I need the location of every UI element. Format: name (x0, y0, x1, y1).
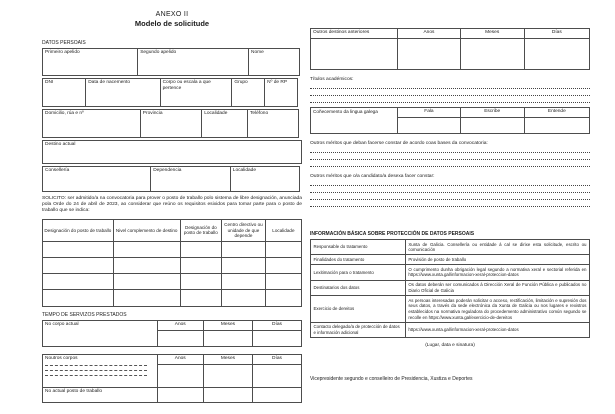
outros-destinos-dias-cell[interactable] (524, 39, 589, 69)
field-localidade[interactable] (201, 109, 248, 138)
datos-row-destino (42, 140, 302, 164)
solicito-paragraph: SOLICITO: ser admitido/a na convocatoria para prover o posto de traballo polo sistema de libre designación, anunciada pola Orde do 24 de abril de 2023, ao considerar que reúno os requisitos esixidos para tomar parte para o posto de traballo que se indica: (42, 196, 302, 213)
outros-destinos-anos-cell[interactable] (397, 39, 460, 69)
field-telefono[interactable] (247, 109, 299, 138)
section-tempo-servizos: TEMPO DE SERVIZOS PRESTADOS (42, 311, 127, 318)
write-in-line[interactable] (310, 156, 590, 160)
titulos-academicos-label: Títulos académicos: (310, 77, 354, 82)
tempo-corpo-actual-table (42, 320, 302, 347)
lingua-galega-label: Coñecemento da lingua galega (313, 109, 378, 114)
field-num-rp[interactable] (264, 78, 298, 107)
field-destino-actual-label: Destino actual (45, 142, 76, 147)
tempo-posto-anos-cell[interactable] (157, 387, 203, 402)
write-in-line[interactable] (310, 203, 590, 207)
field-dependencia[interactable] (150, 166, 231, 192)
pd-contacto-value: https://www.xunta.gal/informacion-xeral-proteccion-datos (405, 322, 589, 337)
tempo-corpo-dias-cell[interactable] (252, 331, 301, 346)
field-destino-actual[interactable] (42, 140, 302, 164)
section-datos-persoais: DATOS PERSOAIS (42, 40, 86, 46)
tempo-corpo-anos-header: Anos (157, 321, 203, 331)
lugar-data-sinatura-label: (Lugar, data e sinatura) (425, 343, 475, 349)
right-column (310, 28, 590, 382)
table-row (311, 255, 590, 265)
proteccion-datos-table (310, 239, 590, 338)
posto-header-designacion2: Designación do posto de traballo (180, 220, 221, 242)
posto-header-localidade: Localidade (265, 220, 301, 242)
form-title (42, 11, 302, 28)
tempo-posto-actual-label: No actual posto de traballo (43, 387, 157, 402)
field-num-rp-label: Nº de RP (267, 80, 288, 85)
table-row (311, 296, 590, 323)
left-column (42, 40, 302, 403)
lingua-fala-cell[interactable] (397, 118, 460, 133)
table-row (311, 280, 590, 295)
datos-row-domicilio (42, 109, 302, 138)
outros-meritos-bases-label: Outros méritos que deban facerse constar de acordo coas bases da convocatoria: (310, 141, 488, 146)
tempo-outros-corpos-table (42, 354, 302, 403)
posto-cell[interactable] (265, 290, 301, 306)
posto-cell[interactable] (113, 258, 180, 274)
pd-exercicio-label: Exercicio de dereitos (311, 296, 406, 323)
posto-cell[interactable] (265, 242, 301, 258)
field-provincia[interactable] (140, 109, 202, 138)
datos-row-conselleria (42, 166, 302, 192)
field-primeiro-apelido[interactable] (42, 48, 138, 76)
write-in-line[interactable] (310, 196, 590, 200)
posto-cell[interactable] (180, 274, 221, 290)
posto-cell[interactable] (113, 242, 180, 258)
write-in-line[interactable] (310, 92, 590, 96)
write-in-line[interactable] (310, 182, 590, 186)
posto-cell[interactable] (180, 258, 221, 274)
titulos-academicos-block (310, 77, 590, 103)
field-nome-label: Nome (250, 50, 264, 55)
outros-destinos-table (310, 28, 590, 70)
write-in-line[interactable] (310, 189, 590, 193)
tempo-corpo-meses-cell[interactable] (203, 331, 252, 346)
pd-contacto-label: Contacto delegado/a de protección de datos e información adicional (311, 322, 406, 337)
tempo-corpo-dias-header: Días (252, 321, 301, 331)
datos-row-apelidos (42, 48, 302, 76)
posto-cell[interactable] (43, 274, 113, 290)
pd-lexitimacion-label: Lexitimación para o tratamento (311, 265, 406, 280)
write-in-line[interactable] (310, 149, 590, 153)
posto-cell[interactable] (265, 258, 301, 274)
lingua-galega-table (310, 107, 590, 134)
field-telefono-label: Teléfono (249, 111, 269, 116)
write-in-line[interactable] (45, 371, 147, 376)
field-nome[interactable] (248, 48, 300, 76)
posto-cell[interactable] (221, 258, 265, 274)
tempo-outros-meses-cell[interactable] (203, 365, 252, 387)
field-dni-label: DNI (45, 80, 54, 85)
field-provincia-label: Provincia (142, 111, 163, 116)
posto-cell[interactable] (180, 290, 221, 306)
pd-destinatarios-label: Destinatarios dos datos (311, 280, 406, 295)
posto-cell[interactable] (43, 242, 113, 258)
field-localidade-label: Localidade (204, 111, 228, 116)
outros-destinos-header: Outros destinos anteriores (311, 29, 397, 39)
write-in-line[interactable] (310, 99, 590, 103)
posto-cell[interactable] (221, 290, 265, 306)
pd-lexitimacion-value: O cumprimento dunha obrigación legal segundo a normativa xeral e sectorial referida en https://www.xunta.gal/informacion-xeral-proteccion-datos (405, 265, 589, 280)
posto-traballo-table (42, 219, 302, 307)
field-corpo-escala[interactable] (160, 78, 233, 107)
pd-destinatarios-value: Os datos deberán ser comunicados á Dirección Xeral de Función Pública e publicados no Diario Oficial de Galicia (405, 280, 589, 295)
field-primeiro-apelido-label: Primeiro apelido (45, 50, 80, 55)
table-row (311, 265, 590, 280)
field-segundo-apelido-label: Segundo apelido (140, 50, 177, 55)
pd-finalidades-value: Provisión de posto de traballo (405, 255, 589, 265)
posto-cell[interactable] (180, 242, 221, 258)
field-data-nacemento[interactable] (85, 78, 160, 107)
tempo-outros-dias-header: Días (252, 355, 301, 365)
tempo-outros-corpos-label-cell[interactable] (43, 355, 157, 387)
lingua-escribe-header: Escribe (460, 108, 524, 118)
outros-meritos-bases-block (310, 141, 590, 167)
table-row (311, 240, 590, 255)
outros-destinos-meses-cell[interactable] (460, 39, 524, 69)
outros-destinos-meses-header: Meses (460, 29, 524, 39)
posto-cell[interactable] (221, 242, 265, 258)
field-localidade-conselleria-label: Localidade (232, 168, 256, 173)
datos-row-dni (42, 78, 302, 107)
field-grupo-label: Grupo (234, 80, 248, 85)
lingua-escribe-cell[interactable] (460, 118, 524, 133)
outros-destinos-anos-header: Anos (397, 29, 460, 39)
lingua-entende-cell[interactable] (524, 118, 589, 133)
pd-exercicio-value: As persoas interesadas poderán solicitar o acceso, rectificación, limitación e supresión dos seus datos, a través da sede electrónica da Xunta de Galicia ou nos lugares e rexistros establecidos na normativa reguladora do procedemento administrativo común segundo se recolle en https://www.xunta.gal/exercicio-de-dereitos (405, 296, 589, 323)
write-in-line[interactable] (310, 85, 590, 89)
posto-header-nivel: Nivel complemento de destino (113, 220, 180, 242)
outros-destinos-dias-header: Días (524, 29, 589, 39)
outros-meritos-candidato-block (310, 174, 590, 207)
tempo-outros-anos-cell[interactable] (157, 365, 203, 387)
tempo-outros-anos-header: Anos (157, 355, 203, 365)
field-segundo-apelido[interactable] (137, 48, 249, 76)
title-modelo: Modelo de solicitude (134, 19, 210, 28)
posto-cell[interactable] (113, 274, 180, 290)
tempo-outros-dias-cell[interactable] (252, 365, 301, 387)
field-dependencia-label: Dependencia (153, 168, 182, 173)
write-in-line[interactable] (310, 163, 590, 167)
posto-header-centro: Centro directivo ou unidade de que depende (221, 220, 265, 242)
field-corpo-escala-label: Corpo ou escala a que pertence (162, 80, 211, 91)
tempo-outros-corpos-label: Noutros corpos (45, 355, 78, 361)
field-conselleria-label: Consellería (45, 168, 70, 173)
field-localidade-conselleria[interactable] (230, 166, 300, 192)
table-row (311, 322, 590, 337)
tempo-corpo-anos-cell[interactable] (157, 331, 203, 346)
proteccion-datos-heading: INFORMACIÓN BÁSICA SOBRE PROTECCIÓN DE DATOS PERSOAIS (310, 231, 475, 237)
tempo-corpo-actual-label: No corpo actual (45, 321, 79, 327)
lingua-entende-header: Entende (524, 108, 589, 118)
posto-cell[interactable] (265, 274, 301, 290)
field-domicilio[interactable] (42, 109, 141, 138)
posto-header-designacion: Designación do posto de traballo (43, 220, 113, 242)
posto-cell[interactable] (43, 258, 113, 274)
pd-responsable-label: Responsable do tratamento (311, 240, 406, 255)
pd-finalidades-label: Finalidades do tratamento (311, 255, 406, 265)
tempo-outros-meses-header: Meses (203, 355, 252, 365)
field-grupo[interactable] (231, 78, 265, 107)
title-anexo: ANEXO II (155, 11, 189, 18)
field-conselleria[interactable] (42, 166, 151, 192)
tempo-posto-dias-cell[interactable] (252, 387, 301, 402)
posto-cell[interactable] (113, 290, 180, 306)
posto-cell[interactable] (221, 274, 265, 290)
field-data-nacemento-label: Data de nacemento (88, 80, 131, 85)
field-dni[interactable] (42, 78, 86, 107)
footer-cargo: Vicepresidente segundo e conselleiro de Presidencia, Xustiza e Deportes (310, 376, 473, 383)
outros-meritos-candidato-label: Outros méritos que o/a candidato/a desexa facer constar: (310, 174, 435, 179)
tempo-posto-meses-cell[interactable] (203, 387, 252, 402)
posto-cell[interactable] (43, 290, 113, 306)
lingua-fala-header: Fala (397, 108, 460, 118)
pd-responsable-value: Xunta de Galicia. Consellería ou entidade á cal se dirixe esta solicitude, escrito ou comunicación (405, 240, 589, 255)
field-domicilio-label: Domicilio, rúa e nº (45, 111, 84, 116)
tempo-corpo-meses-header: Meses (203, 321, 252, 331)
outros-destinos-cell[interactable] (311, 39, 397, 69)
